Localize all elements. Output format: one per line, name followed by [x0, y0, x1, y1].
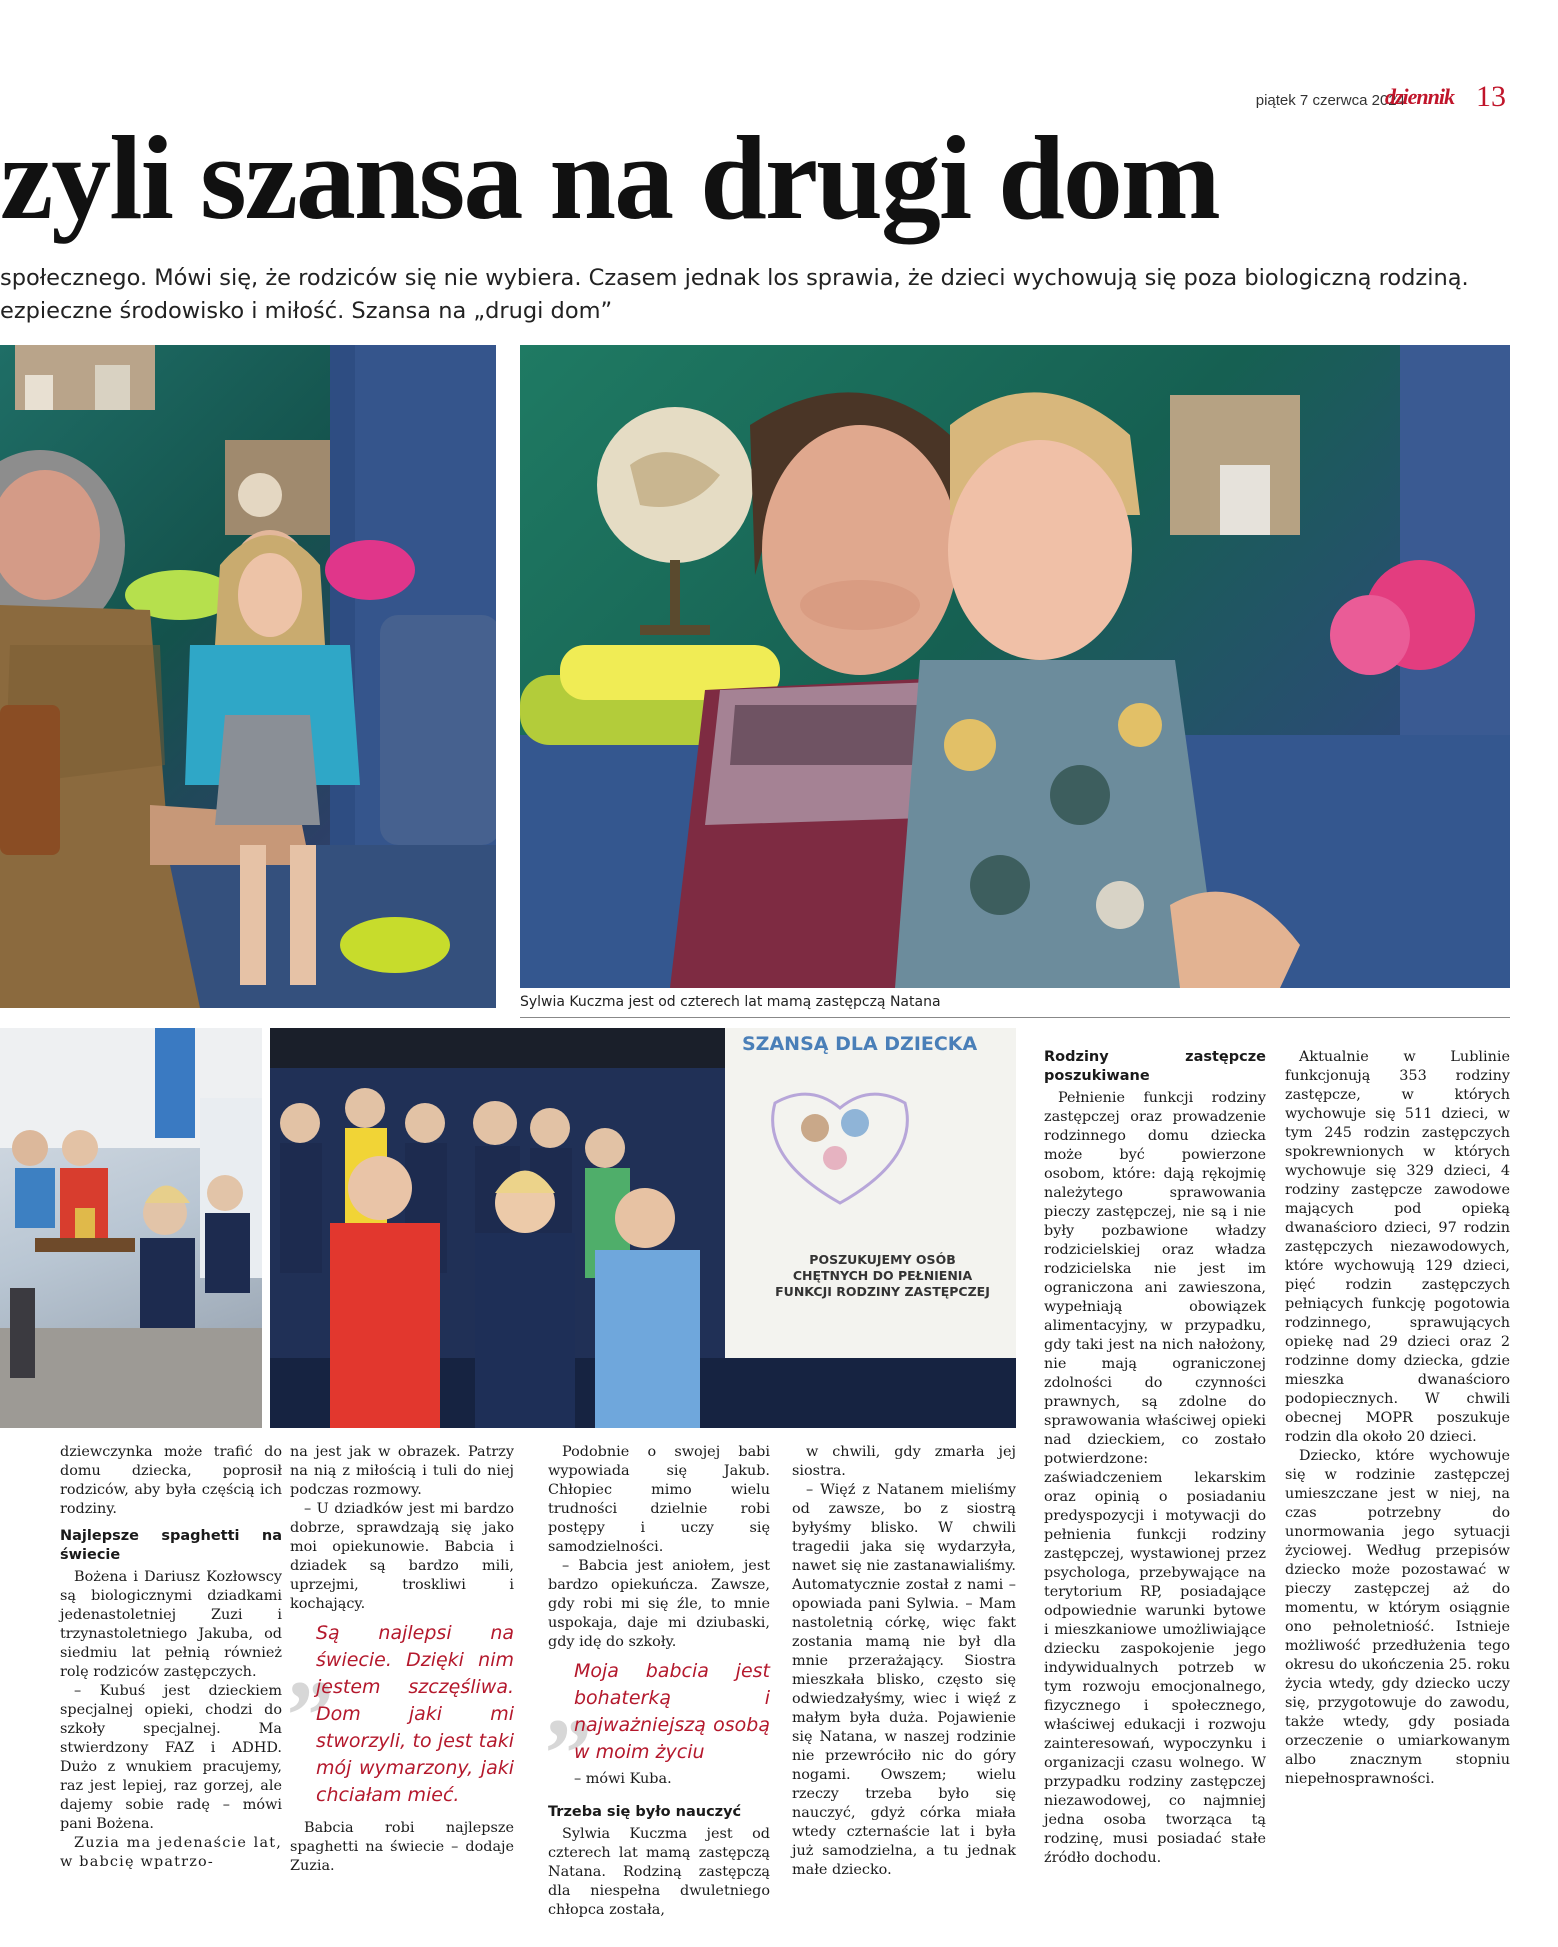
newspaper-logo: dziennik	[1384, 84, 1454, 109]
article-column-3	[548, 1443, 770, 1920]
poster-title: SZANSĄ DLA DZIECKA	[742, 1033, 978, 1055]
paragraph: Aktualnie w Lublinie funkcjonują 353 rodziny zastępcze, w których wychowuje się 511 dzieci, w tym 245 rodzin zastępczych spokrewnionych w których wychowuje się 329 dzieci, 4 rodziny zastępcze zawodowe mających pod opieką dwanaścioro dzieci, 97 rodzin zastępczych niezawodowych, które wychowują 129 dzieci, pięć rodzin zastępczych pełniących funkcję pogotowia rodzinnego, sprawujących opiekę nad 29 dzieci oraz 2 rodzinne domy dziecka, gdzie mieszka dwanaścioro podopiecznych. W chwili obecnej MOPR poszukuje rodzin dla około 20 dzieci.	[1285, 1049, 1510, 1445]
subheading: Rodziny zastępcze poszukiwane	[1044, 1049, 1266, 1084]
pull-quote-text: Są najlepsi na świecie. Dzięki nim jestem szczęśliwa. Dom jaki mi stworzyli, to jest taki mój wymarzony, jaki chciałam mieć.	[316, 1622, 514, 1806]
quote-attribution: – mówi Kuba.	[574, 1771, 672, 1787]
article-column-4	[792, 1443, 1016, 1880]
paragraph: – Więź z Natanem mieliśmy od zawsze, bo z siostrą byłyśmy blisko. W chwili tragedii jaka się wydarzyła, nawet się nie zastanawialiśmy. Automatycznie został z nami – opowiada pani Sylwia. – Mam nastoletnią córkę, więc fakt zostania mamą nie był dla mnie przerażający. Siostra mieszkała blisko, często się odwiedzałyśmy, wiec i więź z małym była duża. Pojawienie się Natana, w naszej rodzinie nie przewróciło nic do góry nogami. Owszem; wielu rzeczy trzeba było się nauczyć, gdyż córka miała wtedy czternaście lat i była już samodzielna, a tu jednak małe dziecko.	[792, 1482, 1016, 1878]
headline: zyli szansa na drugi dom	[0, 111, 1219, 244]
paragraph: dziewczynka może trafić do domu dziecka, poprosił rodziców, aby była częścią ich rodziny.	[60, 1444, 282, 1517]
article-column-5	[1044, 1048, 1266, 1868]
issue-date: piątek 7 czerwca 2024	[1255, 92, 1405, 109]
paragraph: – Babcia jest aniołem, jest bardzo opiekuńcza. Zawsze, gdy robi mi się źle, to mnie uspokaja, daje mi dziubaski, gdy idę do szkoły.	[548, 1558, 770, 1650]
article-column-6	[1285, 1048, 1510, 1789]
lead-paragraph	[0, 262, 1469, 328]
lead-line: społecznego. Mówi się, że rodziców się nie wybiera. Czasem jednak los sprawia, że dzieci wychowują się poza biologiczną rodziną.	[0, 265, 1469, 291]
quote-mark-icon: „	[290, 1608, 340, 1719]
photo-sylwia-and-natan	[520, 345, 1510, 988]
photo-grandmother-and-girl-illustration	[0, 345, 496, 1008]
subheading: Trzeba się było nauczyć	[548, 1804, 742, 1820]
photo-caption: Sylwia Kuczma jest od czterech lat mamą zastępczą Natana	[520, 994, 941, 1010]
paragraph: Babcia robi najlepsze spaghetti na świecie – dodaje Zuzia.	[290, 1820, 514, 1874]
photo-grandmother-and-girl	[0, 345, 496, 1008]
paragraph: Zuzia ma jedenaście lat, w babcię wpatrzo-	[60, 1835, 282, 1870]
pull-quote-text: Moja babcia jest bohaterką i najważniejszą osobą w moim życiu	[574, 1660, 770, 1763]
paragraph: Bożena i Dariusz Kozłowscy są biologicznymi dziadkami jedenastoletniej Zuzi i trzynastoletniego Jakuba, od siedmiu lat pełnią również rolę rodziców zastępczych.	[60, 1569, 282, 1680]
paragraph: Podobnie o swojej babi wypowiada się Jakub. Chłopiec mimo wielu trudności dzielnie robi postępy i uczy się samodzielności.	[548, 1444, 770, 1555]
pull-quote	[548, 1646, 770, 1793]
quote-mark-icon: „	[548, 1646, 598, 1757]
photo-children-playing	[0, 1028, 262, 1428]
paragraph: Sylwia Kuczma jest od czterech lat mamą zastępczą Natana. Rodziną zastępczą dla niespełna dwuletniego chłopca została,	[548, 1826, 770, 1918]
photo-sylwia-and-natan-illustration	[520, 345, 1510, 988]
photo-children-playing-illustration	[0, 1028, 262, 1428]
subheading: Najlepsze spaghetti na świecie	[60, 1528, 282, 1563]
pull-quote	[290, 1608, 514, 1809]
article-column-1	[60, 1443, 282, 1872]
paragraph: w chwili, gdy zmarła jej siostra.	[792, 1444, 1016, 1479]
paragraph: Pełnienie funkcji rodziny zastępczej oraz prowadzenie rodzinnego domu dziecka może być powierzone osobom, które: dają rękojmię należytego sprawowania pieczy zastępczej, nie są i nie były pozbawione władzy rodzicielskiej oraz władza rodzicielska nie jest im ograniczona ani zawieszona, wypełniają obowiązek alimentacyjny, w przypadku, gdy taki jest na nich nałożony, nie mają ograniczonej zdolności do czynności prawnych, są zdolne do sprawowania właściwej opieki nad dzieckiem, co zostało potwierdzone: zaświadczeniem lekarskim oraz opinią o posiadaniu predyspozycji i motywacji do pełnienia funkcji rodziny zastępczej, wystawionej przez psychologa, przebywające na terytorium RP, posiadające odpowiednie warunki bytowe i mieszkaniowe umożliwiające dziecku zaspokojenie jego indywidualnych potrzeb w tym rozwoju emocjonalnego, fizycznego i społecznego, właściwej edukacji i rozwoju zainteresowań, wypoczynku i organizacji czasu wolnego. W przypadku rodziny zastępczej niezawodowej, co najmniej jedna osoba tworząca tą rodzinę, musi posiadać stałe źródło dochodu.	[1044, 1090, 1266, 1866]
caption-divider	[520, 1017, 1510, 1018]
page-number: 13	[1476, 80, 1506, 113]
paragraph: – U dziadków jest mi bardzo dobrze, sprawdzają się jako moi opiekunowie. Babcia i dziadek są bardzo mili, uprzejmi, troskliwi i kochający.	[290, 1501, 514, 1612]
paragraph: na jest jak w obrazek. Patrzy na nią z miłością i tuli do niej podczas rozmowy.	[290, 1444, 514, 1498]
paragraph: – Kubuś jest dzieckiem specjalnej opieki, chodzi do szkoły specjalnej. Ma stwierdzony FAZ i ADHD. Dużo z wnukiem pracujemy, raz jest lepiej, raz gorzej, ale dajemy sobie radę – mówi pani Bożena.	[60, 1683, 282, 1832]
poster-body: POSZUKUJEMY OSÓB CHĘTNYCH DO PEŁNIENIA FUNKCJI RODZINY ZASTĘPCZEJ	[775, 1252, 990, 1299]
lead-line: ezpieczne środowisko i miłość. Szansa na „drugi dom”	[0, 298, 613, 324]
photo-children-performance-illustration	[270, 1028, 1016, 1428]
photo-children-performance	[270, 1028, 1016, 1428]
article-column-2	[290, 1443, 514, 1876]
paragraph: Dziecko, które wychowuje się w rodzinie zastępczej umieszczane jest w niej, na czas potrzebny do unormowania jego sytuacji życiowej. Według przepisów dziecko może pozostawać w pieczy zastępczej aż do momentu, w którym osiągnie ono pełnoletniość. Istnieje możliwość przedłużenia tego okresu do ukończenia 25. roku życia wtedy, gdy dziecko uczy się, przygotowuje do zawodu, także wtedy, gdy posiada orzeczenie o umiarkowanym albo znacznym stopniu niepełnosprawności.	[1285, 1448, 1510, 1787]
